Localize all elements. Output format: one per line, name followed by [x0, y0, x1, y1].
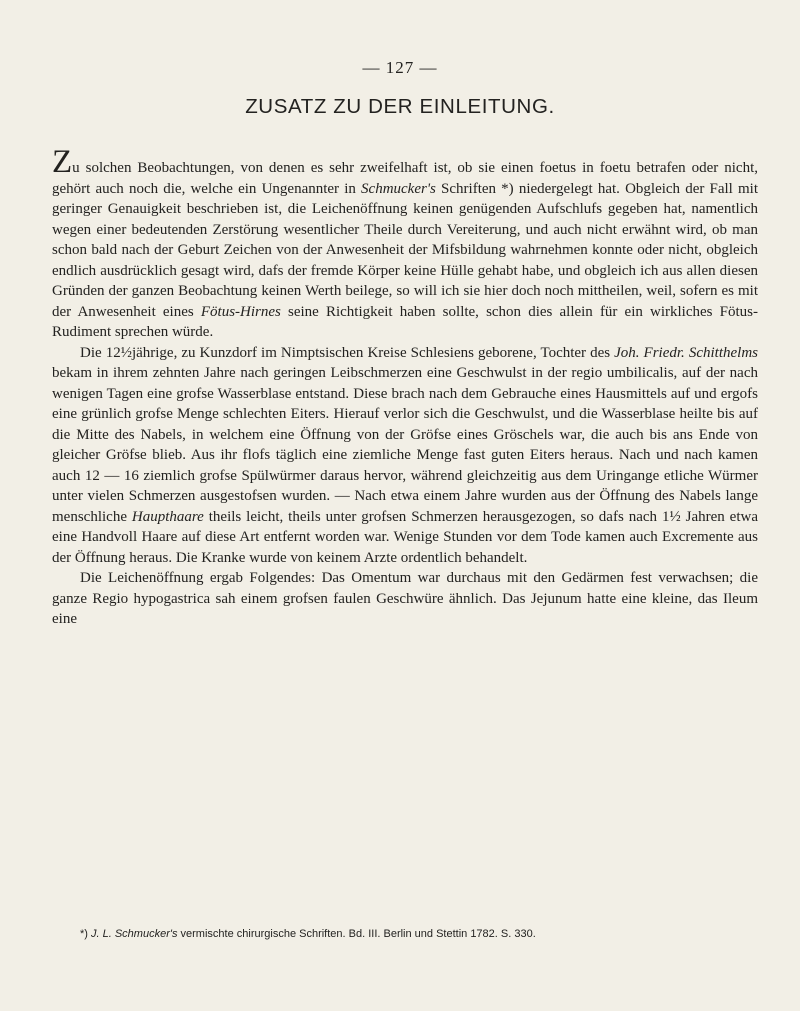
drop-cap: Z	[52, 144, 73, 180]
italic-text: Schmucker's	[361, 180, 436, 197]
italic-text: Fötus-Hirnes	[200, 303, 281, 320]
text-run: vermischte chirurgische Schriften. Bd. III. Berlin und Stettin 1782. S. 330.	[177, 928, 536, 940]
italic-text: Joh. Friedr. Schitthelms	[614, 344, 758, 361]
text-run: seine Richtigkeit haben sollte, schon dies allein für ein wirkliches Fötus-Rudiment sprechen würde.	[52, 303, 758, 340]
text-run: Die Leichenöffnung ergab Folgendes: Das Omentum war durchaus mit den Gedärmen fest verwachsen; die ganze Regio hypogastrica sah einem grofsen faulen Geschwüre ähnlich. Das Jejunum hatte eine kleine, das Ileum eine	[52, 570, 758, 627]
text-run: bekam in ihrem zehnten Jahre nach geringen Leibschmerzen eine Geschwulst in der regio umbilicalis, auf der nach wenigen Tagen eine grofse Wasserblase entstand. Diese brach nach dem Gebrauche eines Hausmittels auf und ergofs eine grünlich grofse Menge schlechten Eiters. Hierauf verlor sich die Geschwulst, und die Wasserblase heilte bis auf die Mitte des Nabels, in welchem eine Öffnung von der Gröfse eines Gröschels war, die auch bis ans Ende von gleicher Gröfse blieb. Aus ihr flofs täglich eine ziemliche Menge fast guten Eiters heraus. Nach und nach kamen auch 12 — 16 ziemlich grofse Spülwürmer daraus hervor, während gleichzeitig aus dem Uringange etliche Würmer unter vielen Schmerzen ausgestofsen wurden. — Nach etwa einem Jahre wurden aus der Öffnung des Nabels lange menschliche	[52, 365, 758, 525]
text-run: *)	[80, 928, 91, 940]
footnote	[80, 928, 760, 940]
text-run: u solchen Beobachtungen, von denen es sehr zweifelhaft ist, ob sie einen foetus in foetu betrafen oder nicht, gehört auch noch die, welche ein Ungenannter in	[52, 160, 758, 197]
text-run: Die 12½jährige, zu Kunzdorf im Nimptsischen Kreise Schlesiens geborene, Tochter des	[80, 344, 615, 361]
text-run: Schriften *) niedergelegt hat. Obgleich der Fall mit geringer Genauigkeit beschrieben ist, die Leichenöffnung keinen genügenden Aufschlufs gegeben hat, namentlich wegen einer bedeutenden Zerstörung wesentlicher Theile durch Vereiterung, und auch nicht erwähnt wird, ob man schon bald nach der Geburt Zeichen von der Anwesenheit der Mifsbildung wahrnehmen konnte oder nicht, obgleich endlich ausdrücklich gesagt wird, dafs der fremde Körper keine Hülle gehabt habe, und obgleich ich aus allen diesen Gründen der ganzen Beobachtung keinen Werth beilege, so will ich sie hier doch noch mittheilen, weil, sofern es mit der Anwesenheit eines	[52, 180, 758, 320]
paragraph	[52, 144, 758, 343]
text-run: theils leicht, theils unter grofsen Schmerzen herausgezogen, so dafs nach 1½ Jahren etwa eine Handvoll Haare auf diese Art entfernt worden war. Wenige Stunden vor dem Tode kamen auch Excremente aus der Öffnung heraus. Die Kranke wurde von keinem Arzte ordentlich behandelt.	[52, 508, 758, 566]
paragraph	[52, 568, 758, 630]
body-text	[52, 144, 758, 630]
italic-text: Haupthaare	[131, 508, 204, 525]
page-number: — 127 —	[362, 58, 438, 77]
italic-text: J. L. Schmucker's	[91, 928, 178, 940]
section-heading: ZUSATZ ZU DER EINLEITUNG.	[245, 95, 555, 118]
paragraph	[52, 343, 758, 569]
